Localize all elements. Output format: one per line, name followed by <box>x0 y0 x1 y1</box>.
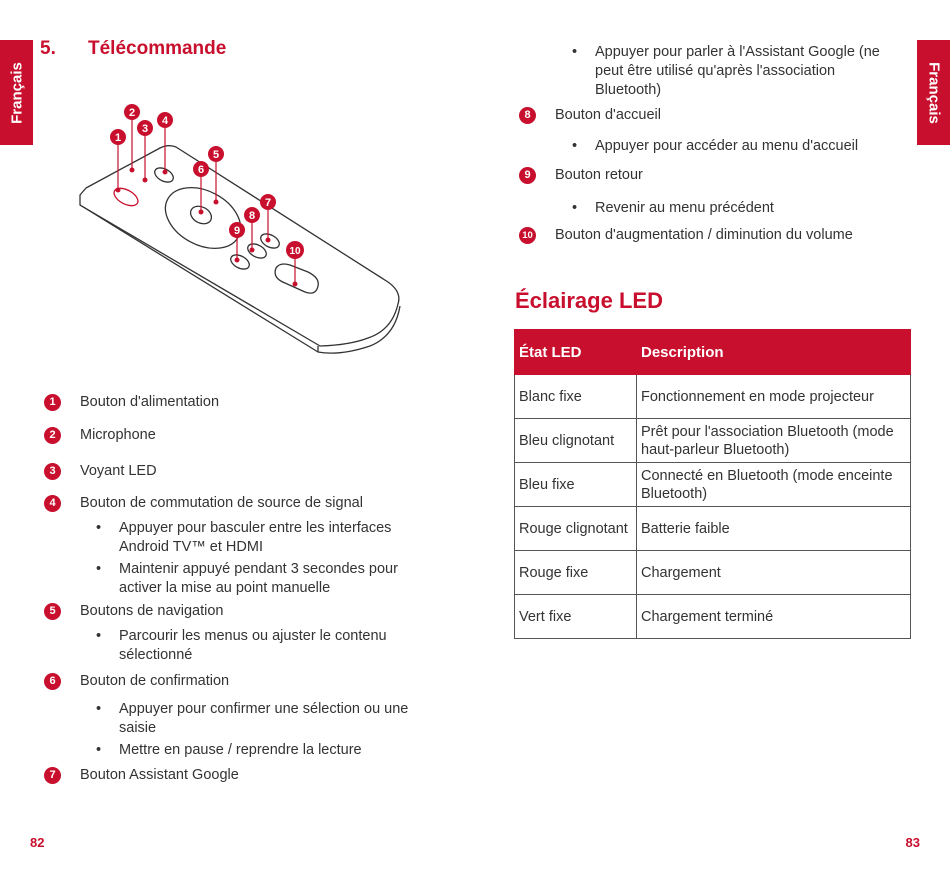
item-badge-5: 5 <box>44 603 61 620</box>
item-back-button: Bouton retour <box>555 167 643 183</box>
item-home-button: Bouton d'accueil <box>555 107 661 123</box>
bullet-item: • Appuyer pour basculer entre les interfaces Android TV™ et HDMI <box>96 520 392 555</box>
table-row <box>515 419 911 463</box>
led-state-cell: Bleu clignotant <box>515 419 637 463</box>
bullet-item: • Appuyer pour parler à l'Assistant Google (ne peut être utilisé qu'après l'association Bluetooth) <box>572 44 880 98</box>
item-badge-4: 4 <box>44 495 61 512</box>
led-state-cell: Rouge fixe <box>515 551 637 595</box>
bullet-item: • Appuyer pour accéder au menu d'accueil <box>572 138 859 154</box>
svg-text:6: 6 <box>197 164 205 176</box>
item-source-button: Bouton de commutation de source de signal <box>80 495 363 511</box>
bullet-item: • Mettre en pause / reprendre la lecture <box>96 742 362 758</box>
item-navigation-buttons: Boutons de navigation <box>80 603 224 619</box>
item-badge-7: 7 <box>44 767 61 784</box>
diagram-badge-7 <box>260 194 276 210</box>
diagram-badge-6 <box>193 161 209 177</box>
svg-text:10: 10 <box>289 246 301 257</box>
table-row <box>515 375 911 419</box>
header-led-state: État LED <box>515 330 637 375</box>
diagram-badge-9 <box>229 222 245 238</box>
diagram-badge-4 <box>157 112 173 128</box>
led-description-cell: Prêt pour l'association Bluetooth (mode haut-parleur Bluetooth) <box>637 419 911 463</box>
led-description-cell: Batterie faible <box>637 507 911 551</box>
svg-text:7: 7 <box>264 197 272 209</box>
item-confirm-button: Bouton de confirmation <box>80 673 230 689</box>
svg-text:1: 1 <box>114 132 122 144</box>
item-badge-9: 9 <box>519 167 536 184</box>
section-number: 5. <box>40 38 56 59</box>
header-description: Description <box>637 330 911 375</box>
led-section-title: Éclairage LED <box>515 288 663 313</box>
led-description-cell: Chargement terminé <box>637 595 911 639</box>
bullet-item: • Appuyer pour confirmer une sélection ou une saisie <box>96 701 409 736</box>
diagram-badge-1 <box>110 129 126 145</box>
svg-text:2: 2 <box>128 107 136 119</box>
diagram-badge-2 <box>124 104 140 120</box>
table-header-row <box>515 330 911 375</box>
item-badge-3: 3 <box>44 463 61 480</box>
item-power-button: Bouton d'alimentation <box>80 394 220 410</box>
led-state-cell: Vert fixe <box>515 595 637 639</box>
svg-text:8: 8 <box>248 210 256 222</box>
svg-text:5: 5 <box>212 149 220 161</box>
diagram-badge-10 <box>286 241 304 259</box>
item-microphone: Microphone <box>80 427 156 443</box>
led-table <box>514 329 911 639</box>
item-badge-10: 10 <box>519 227 536 244</box>
item-badge-8: 8 <box>519 107 536 124</box>
table-row <box>515 595 911 639</box>
led-description-cell: Chargement <box>637 551 911 595</box>
page-number-left: 82 <box>30 835 45 850</box>
diagram-badge-5 <box>208 146 224 162</box>
section-title: Télécommande <box>88 38 227 59</box>
svg-text:3: 3 <box>141 123 149 135</box>
remote-control-illustration <box>70 100 410 360</box>
table-row <box>515 551 911 595</box>
language-tab-left: Français <box>0 40 33 145</box>
bullet-item: • Parcourir les menus ou ajuster le contenu sélectionné <box>96 628 387 663</box>
item-led-indicator: Voyant LED <box>80 463 157 479</box>
item-badge-6: 6 <box>44 673 61 690</box>
table-row <box>515 463 911 507</box>
led-state-cell: Blanc fixe <box>515 375 637 419</box>
bullet-item: • Maintenir appuyé pendant 3 secondes pour activer la mise au point manuelle <box>96 561 398 596</box>
diagram-badge-3 <box>137 120 153 136</box>
item-google-assistant-button: Bouton Assistant Google <box>80 767 239 783</box>
item-volume-button: Bouton d'augmentation / diminution du volume <box>555 227 853 243</box>
svg-text:4: 4 <box>161 115 169 127</box>
item-badge-1: 1 <box>44 394 61 411</box>
led-description-cell: Connecté en Bluetooth (mode enceinte Bluetooth) <box>637 463 911 507</box>
language-tab-right: Français <box>917 40 950 145</box>
svg-text:9: 9 <box>233 225 241 237</box>
led-state-cell: Bleu fixe <box>515 463 637 507</box>
diagram-badge-8 <box>244 207 260 223</box>
led-state-cell: Rouge clignotant <box>515 507 637 551</box>
led-description-cell: Fonctionnement en mode projecteur <box>637 375 911 419</box>
bullet-item: • Revenir au menu précédent <box>572 200 774 216</box>
table-row <box>515 507 911 551</box>
item-badge-2: 2 <box>44 427 61 444</box>
page-number-right: 83 <box>905 835 920 850</box>
